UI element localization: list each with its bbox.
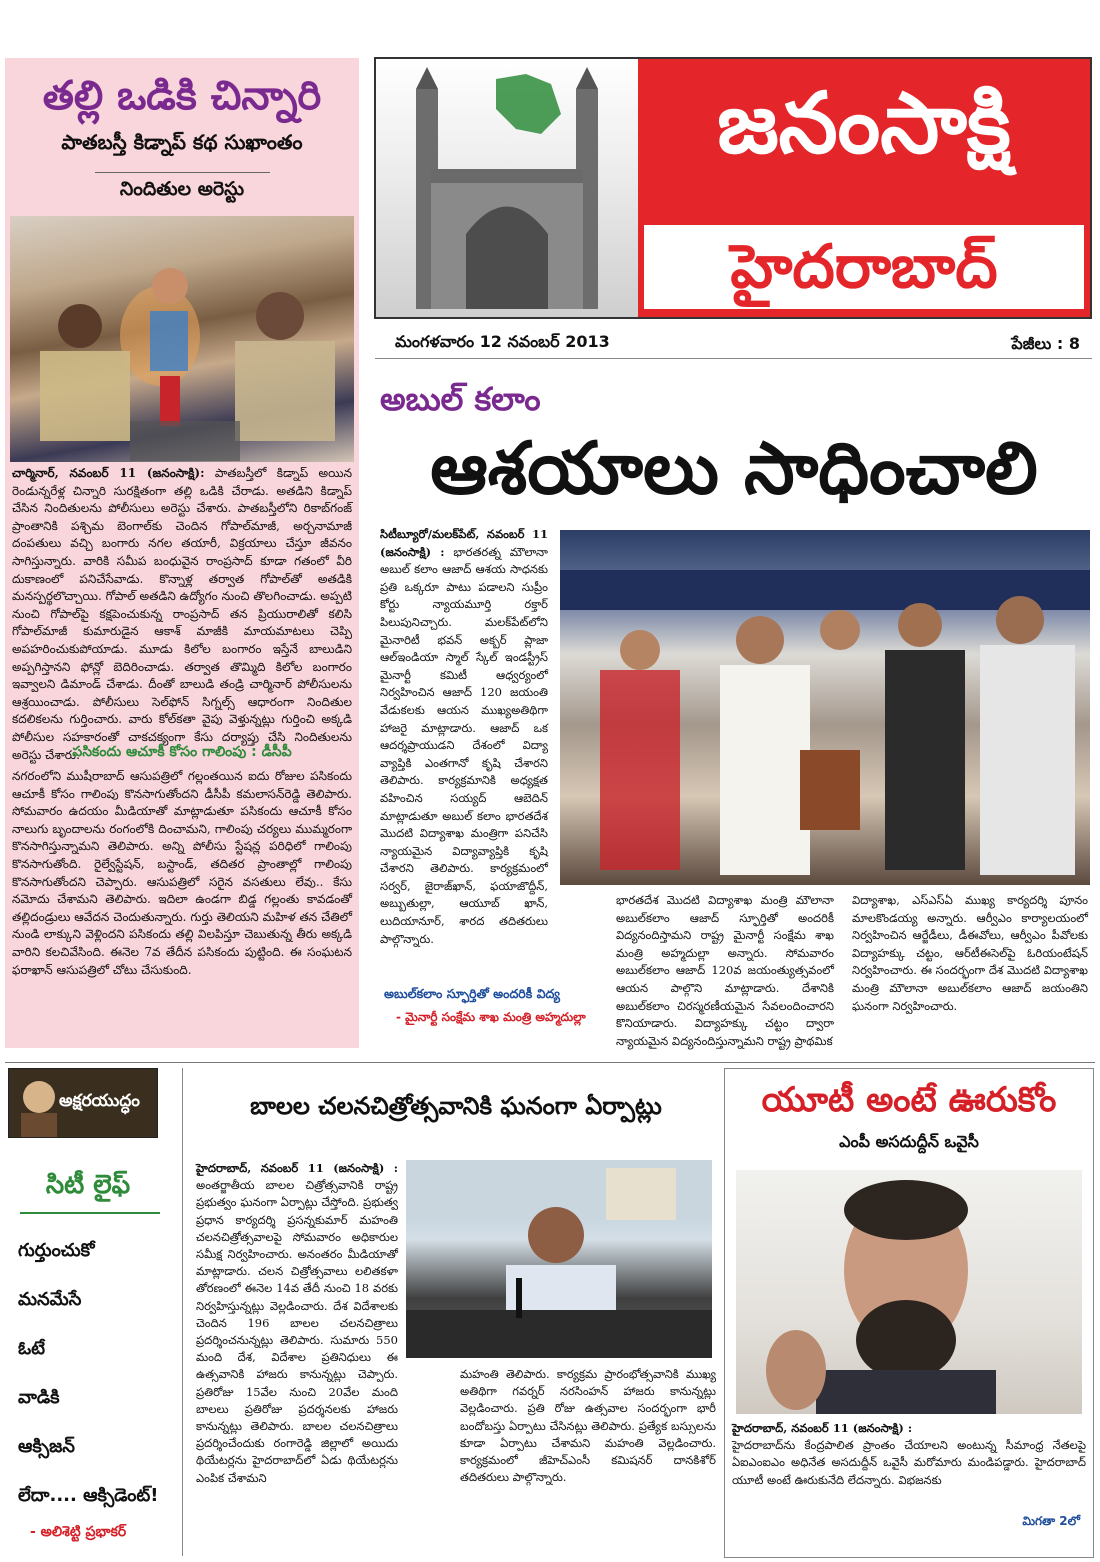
- masthead-date: మంగళవారం 12 నవంబర్ 2013: [395, 332, 610, 351]
- left-body-2: [12, 768, 352, 979]
- left-paragraph-2: నగరంలోని ముషీరాబాద్ ఆసుపత్రిలో గల్లంతయిన ఐదు రోజుల పసికందు ఆచూకీ కోసం గాలింపు కొనసాగుతోందని డీసీపీ కమలాసన్‌రెడ్డి తెలిపారు. సోమవారం ఉదయం మీడియాతో మాట్లాడుతూ పసికందు ఆచూకీ కోసం నాలుగు బృందాలను రంగంలోకి దించామని, గాలింపు చర్యలు ముమ్మరంగా కొనసాగిస్తున్నామని తెలిపారు. అన్ని పోలీసు స్టేషన్ల పరిధిలో గాలింపు కొనసాగుతోంది. రైల్వేస్టేషన్, బస్టాండ్, తదితర ప్రాంతాల్లో గాలింపు కొనసాగుతోందని చెప్పారు. ఆసుపత్రిలో సరైన వసతులు లేవు.. కేసు నమోదు చేశామని తెలిపారు. ఇదిలా ఉండగా బిడ్డ గల్లంతు కావడంతో తల్లిదండ్రులు ఆవేదన చెందుతున్నారు. గుర్తు తెలియని మహిళ తన చేతిలో నుండి లాక్కుని వెళ్లిందని పసికందు తల్లి విలపిస్తూ చెబుతున్న తీరు అక్కడి వారిని కలచివేసింది. ఈనెల 7వ తేదీన పసికందు పుట్టింది. ఈ సంఘటన ఫరాఖాన్ ఆసుపత్రిలో చోటు చేసుకుంది.: [12, 769, 352, 977]
- ut-headline: యూటీ అంటే ఊరుకోం: [761, 1080, 1057, 1120]
- main-dateline: సిటీబ్యూరో/మలక్‌పేట్, నవంబర్ 11 (జనంసాక్షి) :: [380, 527, 548, 559]
- left-body-1: [12, 465, 352, 764]
- film-headline: బాలల చలనచిత్రోత్సవానికి ఘనంగా ఏర్పాట్లు: [250, 1092, 662, 1120]
- left-divider: [95, 172, 270, 173]
- portrait-photo-icon: [736, 1170, 1082, 1414]
- ut-continued: మిగతా 2లో: [1022, 1514, 1080, 1528]
- masthead-rule: [375, 358, 1092, 359]
- ut-body: [732, 1420, 1086, 1489]
- masthead-edition: హైదరాబాద్: [730, 232, 998, 302]
- main-kicker: అబుల్ కలాం: [380, 380, 541, 418]
- column-author: - అలిశెట్టి ప్రభాకర్: [30, 1524, 127, 1540]
- film-col-1-text: అంతర్జాతీయ బాలల చిత్రోత్సవానికి రాష్ట్ర ప్రభుత్వం ఘనంగా ఏర్పాట్లు చేస్తోంది. ప్రభుత్వ ప్రధాన కార్యదర్శి ప్రసన్నకుమార్ మహంతి చలనచిత్రోత్సవాలపై సోమవారం అధికారుల సమీక్ష నిర్వహించారు. అనంతరం మీడియాతో మాట్లాడారు. చలన చిత్రోత్సవాలు లలితకళా తోరణంలో ఈనెల 14వ తేదీ నుంచి 18 వరకు నిర్వహిస్తున్నట్లు వెల్లడించారు. దేశ విదేశాలకు చెందిన 196 బాలల చలనచిత్రాలు ప్రదర్శించనున్నట్లు తెలిపారు. సుమారు 550 మంది దేశ, విదేశాల ప్రతినిధులు ఈ ఉత్సవానికి హాజరు కానున్నట్లు చెప్పారు. ప్రతిరోజు 15వేల నుంచి 20వేల మంది బాలలు ప్రతిరోజు ప్రదర్శనలకు హాజరు కానున్నట్లు తెలిపారు. బాలల చలనచిత్రాలు ప్రదర్శించేందుకు రంగారెడ్డి జిల్లాలో అయిదు థియేటర్లను హైదరాబాద్‌లో ఏడు థియేటర్లను ఎంపిక చేశామని: [196, 1178, 398, 1485]
- poem-line-2: మనమేసే: [18, 1289, 82, 1310]
- main-subhead: అబుల్‌కలాం స్ఫూర్తితో అందరికీ విద్య: [384, 986, 560, 1001]
- photo-icon: [10, 216, 354, 462]
- column-title: సిటీ లైఫ్: [45, 1170, 131, 1200]
- main-photo: [560, 530, 1090, 885]
- main-byline: - మైనార్టీ సంక్షేమ శాఖ మంత్రి అహ్మదుల్లా: [396, 1010, 586, 1024]
- charminar-icon: [376, 59, 638, 317]
- film-col-1: [196, 1160, 398, 1487]
- main-headline: ఆశయాలు సాధించాలి: [430, 426, 1038, 510]
- main-col-2-text: భారతదేశ మొదటి విద్యాశాఖ మంత్రి మౌలానా అబుల్‌కలాం ఆజాద్ స్ఫూర్తితో అందరికీ విద్యనందిస్తామని రాష్ట్ర మైనార్టీ సంక్షేమ శాఖ మంత్రి అహ్మదుల్లా అన్నారు. సోమవారం అబుల్‌కలాం ఆజాద్ 120వ జయంత్యుత్సవంలో ఆయన పాల్గొని మాట్లాడారు. దేశానికి అబుల్‌కలాం చిరస్మరణీయమైన సేవలందించారని కొనియాడారు. విద్యాహక్కు చట్టం ద్వారా న్యాయమైన విద్యనందిస్తున్నామని రాష్ట్ర ప్రాథమిక: [616, 893, 834, 1048]
- masthead-page: పేజీలు : 8: [1011, 334, 1080, 353]
- poem-line-4: వాడికి: [18, 1387, 60, 1408]
- column-title-rule: [20, 1212, 160, 1214]
- ut-subhead: ఎంపీ అసదుద్దీన్ ఒవైసీ: [839, 1132, 979, 1151]
- masthead-image: [376, 59, 638, 317]
- main-col-1: [380, 526, 548, 948]
- left-kicker: నిందితుల అరెస్టు: [119, 178, 245, 200]
- masthead-title: జనంసాక్షి: [717, 74, 1011, 172]
- main-col-1-text: భారతరత్న మౌలానా అబుల్ కలాం ఆజాద్ ఆశయ సాధనకు ప్రతి ఒక్కరూ పాటు పడాలని సుప్రీం కోర్టు న్యాయమూర్తి రక్తార్ పిలుపునిచ్చారు. మలక్‌పేట్‌లోని మైనారిటీ భవన్ అక్బర్ ప్లాజా ఆల్ఇండియా స్మాల్ స్కేల్ ఇండస్ట్రీస్ మైనార్టీ కమిటీ ఆధ్వర్యంలో నిర్వహించిన ఆజాద్ 120 జయంతి వేడుకలకు ఆయన ముఖ్యఅతిథిగా హాజరై మాట్లాడారు. ఆజాద్ ఒక ఆదర్శప్రాయుడని దేశంలో విద్యా వ్యాప్తికి ఎంతగానో కృషి చేశారని తెలిపారు. కార్యక్రమానికి అధ్యక్షత వహించిన సయ్యద్ ఆబెదిన్ మాట్లాడుతూ అబుల్ కలాం భారతదేశ మొదటి విద్యాశాఖ మంత్రిగా పనిచేసి న్యాయమైన విద్యావ్యాప్తికి కృషి చేశారని తెలిపారు. కార్యక్రమంలో సర్వర్, జైరాజ్‌ఖాన్, ఫయాజొద్దీన్, అబ్బుతుల్లా, ఆయూబ్ ఖాన్, లుదియానూర్, శారద తదితరులు పాల్గొన్నారు.: [380, 544, 548, 946]
- left-subhead: పాతబస్తీ కిడ్నాప్ కథ సుఖాంతం: [61, 130, 303, 154]
- poem-line-3: ఓటే: [18, 1338, 46, 1359]
- column-divider: [182, 1068, 183, 1556]
- section-rule: [5, 1062, 1095, 1063]
- poem-line-1: గుర్తుంచుకో: [18, 1240, 95, 1261]
- left-headline: తల్లి ఒడికి చిన్నారి: [42, 73, 322, 119]
- left-photo: [10, 216, 354, 462]
- main-col-3-text: విద్యాశాఖ, ఎస్ఎస్ఏ ముఖ్య కార్యదర్శి పూనం మాలకొండయ్య అన్నారు. ఆర్వీఎం కార్యాలయంలో నిర్వహించిన ఆర్జేడీలు, డీఈవోలు, ఆర్వీఎం పీవోలకు విద్యాహక్కు చట్టం, ఆర్‌టీఈసెల్‌పై ఓరియంటేషన్ నిర్వహించారు. ఈ సందర్భంగా దేశ మొదటి విద్యాశాఖ మంత్రి మౌలానా అబుల్‌కలాం ఆజాద్ జయంతిని ఘనంగా నిర్వహించారు.: [852, 893, 1088, 1013]
- left-subhead-2: పసికందు ఆచూకీ కోసం గాలింపు : డీసీపీ: [72, 744, 292, 760]
- main-col-3: [852, 892, 1088, 1015]
- film-photo: [406, 1160, 712, 1358]
- press-meet-photo-icon: [406, 1160, 712, 1358]
- main-col-2: [616, 892, 834, 1050]
- poem-line-6: లేదా.... ఆక్సిడెంట్!: [18, 1485, 159, 1506]
- column-poem: [18, 1226, 178, 1520]
- column-logo: [8, 1068, 158, 1138]
- masthead: [374, 57, 1092, 319]
- film-col-2-text: మహంతి తెలిపారు. కార్యక్రమ ప్రారంభోత్సవానికి ముఖ్య అతిథిగా గవర్నర్ నరసింహన్ హాజరు కానున్నట్లు వెల్లడించారు. ప్రతి రోజు ఉత్సవాల సందర్భంగా భారీ బందోబస్తు ఏర్పాటు చేసినట్లు తెలిపారు. ప్రత్యేక బస్సులను కూడా ఏర్పాటు చేశామని మహంతి వెల్లడించారు. కార్యక్రమంలో జీహెచ్ఎంసీ కమిషనర్ దానకిశోర్ తదితరులు పాల్గొన్నారు.: [460, 1367, 716, 1485]
- film-dateline: హైదరాబాద్, నవంబర్ 11 (జనంసాక్షి) :: [196, 1161, 398, 1175]
- ut-dateline: హైదరాబాద్, నవంబర్ 11 (జనంసాక్షి) :: [732, 1421, 913, 1435]
- ut-body-text: హైదరాబాద్‌ను కేంద్రపాలిత ప్రాంతం చేయాలని అంటున్న సీమాంధ్ర నేతలపై ఏఐఎంఐఎం అధినేత అసదుద్దీన్ ఒవైసీ మరోమారు మండిపడ్డారు. హైదరాబాద్ యూటీ అంటే ఊరుకునేది లేదన్నారు. విభజనకు: [732, 1438, 1086, 1487]
- poem-line-5: ఆక్సిజన్: [18, 1436, 75, 1457]
- ceremony-photo-icon: [560, 530, 1090, 885]
- left-paragraph-1: పాతబస్తీలో కిడ్నాప్ అయిన రెండున్నరేళ్ల చిన్నారి సురక్షితంగా తల్లి ఒడికి చేరాడు. అతడిని కిడ్నాప్ చేసిన నిందితులను పోలీసులు అరెస్టు చేశారు. పాతబస్తీలోని రికాబ్‌గంజ్ ప్రాంతానికి పశ్చిమ బెంగాల్‌కు చెందిన గోపాల్‌మాజీ, అర్చనామాజీ దంపతులు వచ్చి బంగారు నగల తయారీ, విక్రయాలు చేస్తూ జీవనం సాగిస్తున్నారు. వారికి సమీప బంధువైన రాంప్రసాద్ కూడా గతంలో వీరి దుకాణంలో పనిచేసేవాడు. కొన్నాళ్ల తర్వాత గోపాల్‌తో అతడికి మనస్పర్థలొచ్చాయి. గోపాల్ అతడిని ఉద్యోగం నుంచి తొలగించాడు. అప్పటి నుంచి గోపాల్‌పై కక్షపెంచుకున్న రాంప్రసాద్ తన ప్రియురాలితో కలిసి గోపాల్‌మాజీ కుమారుడైన ఆకాశ్ మాజీకి మాయమాటలు చెప్పి అపహరించుకుపోయాడు. మూడు కిలోల బంగారం ఇస్తేనే బాలుడిని అప్పగిస్తానని ఫోన్లో బెదిరించాడు. తర్వాత తొమ్మిది కిలోల బంగారం ఇవ్వాలని డిమాండ్ చేశాడు. దీంతో బాలుడి తండ్రి చార్మినార్ పోలీసులను ఆశ్రయించాడు. పోలీసులు సెల్‌ఫోన్ సిగ్నల్స్ ఆధారంగా నిందితుల కదలికలను గుర్తించారు. వారు కోల్‌కతా వైపు వెళ్తున్నట్లు గుర్తించి అక్కడి పోలీసుల సహకారంతో చాకచక్యంగా కేసు దర్యాప్తు చేసి నిందితులను అరెస్టు చేశారు.: [12, 466, 352, 762]
- column-logo-text: అక్షరయుద్ధం: [59, 1091, 140, 1111]
- left-dateline: చార్మినార్, నవంబర్ 11 (జనంసాక్షి):: [12, 466, 205, 480]
- film-col-2: [460, 1366, 716, 1486]
- ut-photo: [736, 1170, 1082, 1414]
